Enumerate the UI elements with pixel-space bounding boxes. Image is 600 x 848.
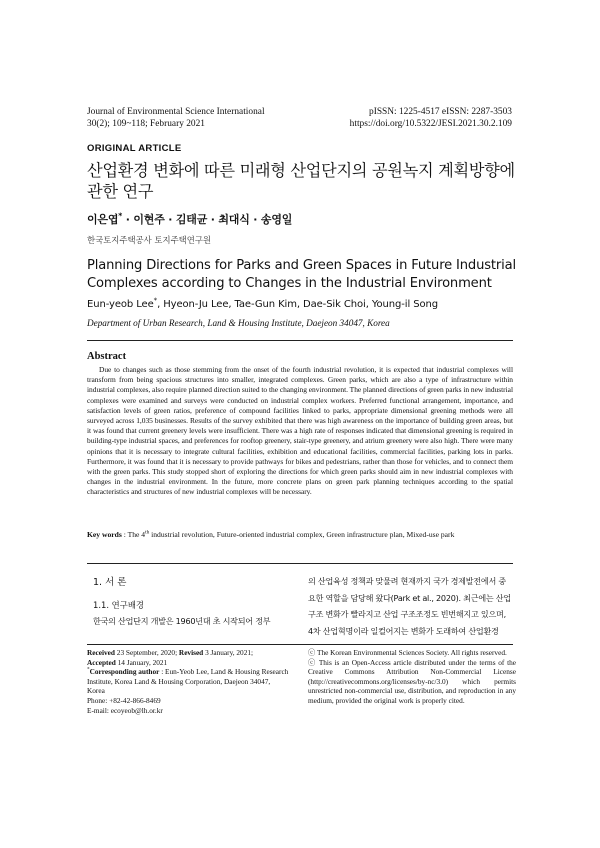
- received-dates: [87, 648, 292, 658]
- corresponding-mark: *: [118, 211, 123, 221]
- corresponding-mark: *: [153, 296, 158, 305]
- corresponding-text: : Eun-Yeob Lee, Land & Housing Research: [161, 667, 289, 677]
- phone: Phone: +82-42-866-8469: [87, 695, 161, 705]
- keywords-label: Key words: [87, 530, 122, 539]
- body-text: 구조 변화가 빨라지고 산업 구조조정도 빈번해지고 있으며,: [308, 609, 506, 620]
- subsection-heading: 1.1. 연구배경: [93, 600, 145, 610]
- body-column-left: [87, 573, 292, 630]
- body-text: 4차 산업혁명이라 일컬어지는 변화가 도래하여 산업환경: [308, 625, 499, 636]
- journal-doi[interactable]: https://doi.org/10.5322/JESI.2021.30.2.109: [349, 119, 512, 129]
- title-korean-line: 산업환경 변화에 따른 미래형 산업단지의 공원녹지 계획방향에: [87, 161, 515, 180]
- divider: [87, 563, 513, 564]
- journal-issn: pISSN: 1225-4517 eISSN: 2287-3503: [369, 107, 512, 117]
- keywords-text: : The 4: [121, 530, 146, 539]
- section-heading: 1. 서 론: [93, 577, 127, 588]
- affiliation-english: Department of Urban Research, Land & Housing Institute, Daejeon 34047, Korea: [87, 318, 390, 328]
- authors-rest: · 이현주 · 김태균 · 최대식 · 송영일: [122, 213, 293, 226]
- article-type: ORIGINAL ARTICLE: [87, 143, 182, 154]
- accepted-label: Accepted: [87, 657, 116, 667]
- keywords-sup: th: [145, 529, 150, 536]
- corresponding-author-line: [87, 667, 292, 677]
- keywords-text: industrial revolution, Future-oriented industrial complex, Green infrastructure plan, Mixed-use park: [149, 530, 455, 539]
- journal-header-right: [350, 106, 512, 130]
- received-date: 23 September, 2020;: [114, 648, 179, 657]
- body-text: 한국의 산업단지 개발은 1960년대 초 시작되어 정부: [93, 616, 271, 626]
- copyright: ⓒ The Korean Environmental Sciences Society. All rights reserved.: [308, 648, 507, 657]
- keywords: [87, 530, 513, 540]
- authors-rest: , Hyeon-Ju Lee, Tae-Gun Kim, Dae-Sik Choi, Young-il Song: [157, 299, 438, 310]
- corresponding-mark: *: [87, 666, 90, 673]
- author-first: Eun-yeob Lee: [87, 299, 154, 310]
- journal-header-left: [87, 106, 265, 130]
- corresponding-text: Korea: [87, 686, 105, 696]
- corresponding-text: Institute, Korea Land & Housing Corporation, Daejeon 34047,: [87, 676, 271, 686]
- accepted-date: 14 January, 2021: [115, 657, 168, 667]
- revised-label: Revised: [178, 648, 204, 657]
- author-first: 이은엽: [87, 213, 119, 226]
- body-text: 요한 역할을 담당해 왔다(Park et al., 2020). 최근에는 산업: [308, 592, 511, 603]
- abstract-text: Due to changes such as those stemming from the onset of the fourth industrial revolution, it is expected that industrial complexes will transform from being spacious structures into smaller, integrated complexes. Green parks, which are also a type of infrastructure within industrial complexes, also require planned direction suited to the changing environment. The planned directions of green parks in new industrial complexes were examined and surveys were conducted on industrial complex workers. Preferred functional arrangement, importance, and satisfaction levels of green ratios, preference of compound facilities linked to parks, appropriate dimensional greening methods were all surveyed across 1,035 businesses. Results of the survey exhibited that there was high awareness on the importance of building green areas, but it was found that current greenery levels were insufficient. There was a high rate of responses indicated that dimensional greening is required in building-type industrial spaces, and preferences for rooftop greenery, stair-type greenery, and atrium greenery were also high. There were many opinions that it is necessary to integrate cultural facilities, exhibition and educational facilities, commercial facilities, parking lots in parks. Furthermore, it was found that it is necessary to provide pathways for bikes and pedestrians, rather than those for vehicles, and to connect them with the green parks. This study stopped short of exploring the directions for which green parks should aim in new industrial complexes with changes in the industrial environment. In the future, more concrete plans on green park planning techniques according to the spatial characteristics and structures of new industrial complexes will be necessary.: [87, 365, 513, 497]
- accepted-date-line: [87, 658, 292, 668]
- footnote-divider: [87, 644, 513, 645]
- body-column-right: [308, 573, 516, 639]
- journal-name: Journal of Environmental Science International: [87, 107, 265, 117]
- footnote-received: [87, 648, 292, 715]
- title-korean-line: 관한 연구: [87, 182, 154, 201]
- revised-date: 3 January, 2021;: [203, 648, 254, 657]
- title-english-line: Complexes according to Changes in the Industrial Environment: [87, 275, 492, 291]
- license-text: ⓒ This is an Open-Access article distributed under the terms of the Creative Commons Attribution Non-Commercial License (http://creativecommons.org/licenses/by-nc/3.0) which permits unrestricted non-commercial use, distribution, and reproduction in any medium, provided the original work is properly cited.: [308, 657, 516, 705]
- footnote-license: [308, 648, 516, 706]
- title-korean: [87, 160, 527, 202]
- abstract-heading: Abstract: [87, 351, 127, 362]
- received-label: Received: [87, 648, 115, 657]
- corresponding-label: Corresponding author: [89, 667, 160, 677]
- divider: [87, 340, 513, 341]
- authors-korean: [87, 211, 292, 227]
- email[interactable]: E-mail: ecoyeob@lh.or.kr: [87, 705, 163, 715]
- title-english-line: Planning Directions for Parks and Green Spaces in Future Industrial: [87, 258, 516, 273]
- body-text: 의 산업육성 정책과 맞물려 현재까지 국가 경제발전에서 중: [308, 576, 506, 586]
- affiliation-korean: 한국토지주택공사 토지주택연구원: [87, 235, 212, 245]
- authors-english: [87, 296, 438, 310]
- journal-citation: 30(2); 109~118; February 2021: [87, 119, 205, 129]
- title-english: [87, 257, 527, 292]
